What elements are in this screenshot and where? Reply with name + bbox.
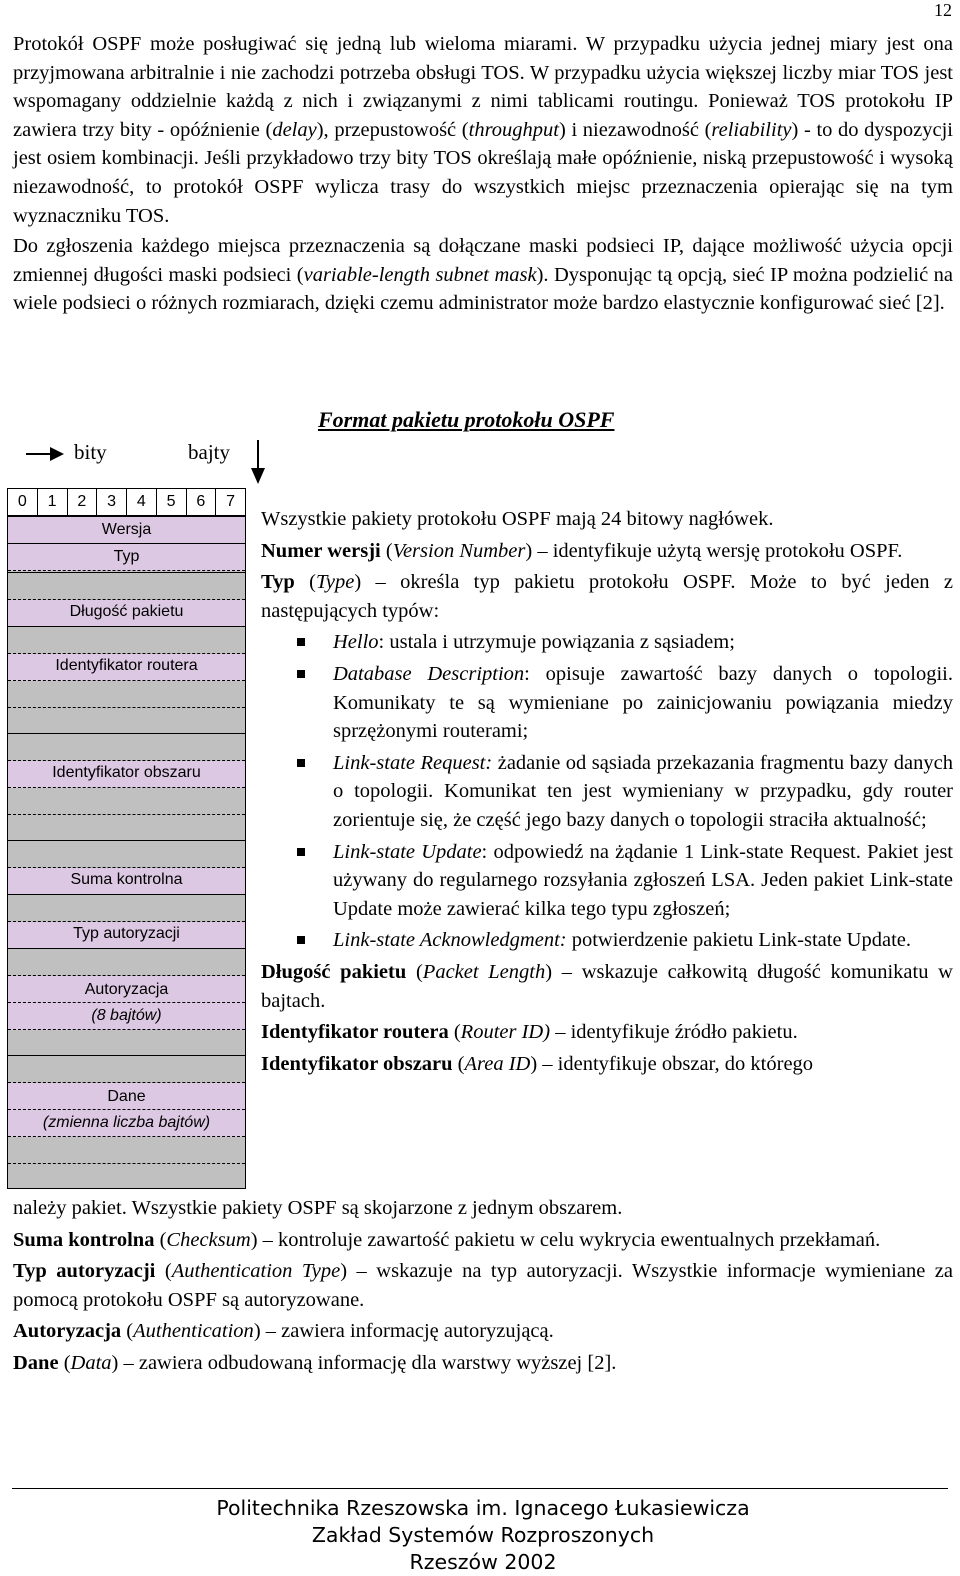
- field-auth-type: [7, 894, 246, 949]
- text-run: (: [58, 1351, 71, 1374]
- bullet-square-icon: [297, 670, 305, 678]
- field-row: [8, 573, 245, 600]
- bit-cell: 0: [8, 489, 38, 515]
- type-name: Link-state Acknowledgment:: [333, 929, 567, 952]
- field-checksum: [7, 840, 246, 895]
- text-run: ) – kontroluje zawartość pakietu w celu wykrycia ewentualnych przekłamań.: [250, 1228, 881, 1251]
- term-english: Packet Length: [422, 960, 546, 983]
- term: Typ: [261, 571, 295, 594]
- bit-cell: 2: [68, 489, 98, 515]
- type-name: Link-state Update: [333, 840, 482, 863]
- text-run: : opisuje zawartość bazy danych o topologii. Komunikaty te są wymieniane po zainicjowaniu powiązania miedzy sprzężonymi routerami;: [333, 662, 953, 743]
- legend-bytes-label: bajty: [188, 440, 230, 464]
- field-row: [8, 841, 245, 868]
- text-run: Protokół OSPF może posługiwać się jedną lub wieloma miarami. W przypadku użycia jednej miary jest ona przyjmowana arbitralnie i nie zachodzi potrzeba obsługi TOS. W przypadku użycia większej liczby miar TOS jest wspomagany oddzielnie każdą z nich i związanymi z nimi tablicami routingu. Ponieważ TOS protokołu IP zawiera trzy bity - opóźnienie (: [13, 33, 953, 141]
- field-label-data-size: (zmienna liczba bajtów): [42, 1114, 211, 1131]
- text-run: ) – zawiera odbudowaną informację dla warstwy wyższej [2].: [111, 1351, 617, 1374]
- term: Identyfikator obszaru: [261, 1052, 453, 1075]
- field-row: [8, 734, 245, 761]
- desc-packet-length: [261, 958, 953, 1015]
- page-number: 12: [934, 0, 952, 20]
- list-item: [261, 628, 953, 657]
- text-run: ). Dysponując tą opcją, sieć IP można podzielić na wiele podsieci o różnych rozmiarach, dzięki czemu administrator może bardzo elastycznie konfigurować sieć [2].: [13, 263, 953, 315]
- text-run: (: [154, 1228, 167, 1251]
- text-run: ) – identyfikuje obszar, do którego: [530, 1052, 814, 1075]
- text-run: potwierdzenie pakietu Link-state Update.: [566, 929, 911, 952]
- text-run: : odpowiedź na żądanie 1 Link-state Request. Pakiet jest używany do regularnego rozsyłania zgłoszeń LSA. Jeden pakiet Link-state Update może zawierać kilka tego typu zgłoszeń;: [333, 840, 953, 920]
- text-run: – identyfikuje źródło pakietu.: [550, 1021, 798, 1044]
- field-label-version: Wersja: [101, 521, 152, 538]
- text-run: (: [448, 1021, 461, 1044]
- term-english: Checksum: [166, 1228, 251, 1251]
- term-english: Router ID): [460, 1021, 551, 1044]
- intro-text: [13, 30, 953, 318]
- text-run-italic: delay: [272, 118, 317, 141]
- right-arrow-icon: [26, 444, 66, 464]
- term: Identyfikator routera: [261, 1021, 449, 1044]
- bit-cell: 4: [127, 489, 157, 515]
- field-label-area-id: Identyfikator obszaru: [52, 764, 201, 781]
- text-run: ) – identyfikuje użytą wersję protokołu OSPF.: [525, 539, 903, 562]
- intro-paragraph-1: [13, 30, 953, 230]
- text-run: (: [155, 1260, 172, 1283]
- text-run: (: [452, 1052, 465, 1075]
- field-row: [8, 895, 245, 922]
- field-descriptions: [261, 505, 953, 1078]
- field-row: [8, 949, 245, 976]
- text-run: ) - to do dyspozycji jest osiem kombinacji. Jeśli przykładowo trzy bity TOS określają małe opóźnienie, niską przepustowość i wysoką niezawodność, to protokół OSPF wylicza trasy do wszystkich miejsc przeznaczenia opierając się na tym wyznaczniku TOS.: [13, 118, 954, 227]
- text-run-italic: variable-length subnet mask: [303, 263, 537, 286]
- desc-checksum: [13, 1226, 953, 1255]
- field-authentication: [7, 948, 246, 1056]
- list-item: [261, 838, 953, 924]
- packet-format-diagram: [7, 488, 246, 1188]
- bit-cell: 5: [157, 489, 187, 515]
- field-type: [7, 543, 246, 573]
- field-row: [8, 627, 245, 654]
- bullet-square-icon: [297, 638, 305, 646]
- field-label-authentication: Autoryzacja: [84, 981, 169, 998]
- bit-cell: 6: [187, 489, 217, 515]
- text-run: ) – określa typ pakietu protokołu OSPF. Może to być jeden z następujących typów:: [261, 571, 953, 622]
- field-label-auth-type: Typ autoryzacji: [73, 925, 180, 942]
- desc-authentication: [13, 1317, 953, 1346]
- footer-department: Zakład Systemów Rozproszonych: [311, 1523, 655, 1547]
- bullet-square-icon: [297, 759, 305, 767]
- text-run: ) – wskazuje całkowitą długość komunikatu w bajtach.: [261, 960, 953, 1012]
- text-run: ), przepustowość (: [316, 118, 469, 141]
- term: Autoryzacja: [13, 1320, 122, 1343]
- field-data: [7, 1055, 246, 1189]
- text-run: (: [294, 571, 316, 594]
- term: Dane: [13, 1351, 59, 1374]
- desc-intro: Wszystkie pakiety protokołu OSPF mają 24 bitowy nagłówek.: [261, 508, 774, 530]
- field-label-checksum: Suma kontrolna: [70, 871, 183, 888]
- desc-version: [261, 537, 953, 566]
- list-item: [261, 749, 953, 835]
- bullet-square-icon: [297, 936, 305, 944]
- text-run: Do zgłoszenia każdego miejsca przeznaczenia są dołączane maski podsieci IP, dające możliwość użycia opcji zmiennej długości maski podsieci (: [13, 235, 953, 286]
- footer-city-year: Rzeszów 2002: [409, 1550, 557, 1574]
- field-row: [8, 681, 245, 708]
- text-run: (: [406, 960, 423, 983]
- footer-university: Politechnika Rzeszowska im. Ignacego Łukasiewicza: [216, 1496, 750, 1520]
- term-english: Authentication: [133, 1320, 254, 1343]
- type-name: Database Description: [333, 662, 525, 685]
- term: Suma kontrolna: [13, 1228, 155, 1251]
- text-run: ) i niezawodność (: [558, 118, 712, 141]
- type-name: Hello: [333, 631, 379, 654]
- bit-cell: 3: [97, 489, 127, 515]
- desc-area-id: [261, 1050, 953, 1079]
- list-item: [261, 926, 953, 955]
- section-heading: Format pakietu protokołu OSPF: [318, 407, 615, 432]
- field-label-type: Typ: [113, 548, 140, 565]
- text-run: ) – wskazuje na typ autoryzacji. Wszystkie informacje wymieniane za pomocą protokołu OSPF są autoryzowane.: [13, 1260, 953, 1311]
- field-label-authentication-size: (8 bajtów): [91, 1007, 162, 1024]
- field-row: [8, 1056, 245, 1083]
- field-label-router-id: Identyfikator routera: [55, 657, 198, 674]
- text-run-italic: throughput: [468, 118, 559, 141]
- page-footer: [0, 1495, 960, 1576]
- term-english: Area ID: [464, 1052, 531, 1075]
- type-name: Link-state Request:: [333, 751, 493, 774]
- field-label-packet-length: Długość pakietu: [69, 603, 184, 620]
- term-english: Authentication Type: [171, 1260, 341, 1283]
- footer-divider: [12, 1488, 948, 1489]
- diagram-legend: [22, 438, 272, 486]
- text-run: : ustala i utrzymuje powiązania z sąsiadem;: [378, 631, 735, 654]
- down-arrow-icon: [248, 440, 268, 486]
- legend-bits-label: bity: [74, 440, 107, 464]
- term: Typ autoryzacji: [13, 1260, 156, 1283]
- bit-cell: 1: [38, 489, 68, 515]
- term-english: Version Number: [392, 539, 526, 562]
- bit-ruler: [7, 488, 246, 516]
- term: Długość pakietu: [261, 960, 407, 983]
- field-row: [8, 788, 245, 815]
- desc-data: [13, 1349, 953, 1378]
- intro-paragraph-2: [13, 232, 953, 318]
- bullet-square-icon: [297, 848, 305, 856]
- term-english: Data: [70, 1351, 112, 1374]
- field-label-data: Dane: [107, 1088, 146, 1105]
- text-run: (: [380, 539, 393, 562]
- bit-cell: 7: [226, 493, 236, 510]
- list-item: [261, 660, 953, 746]
- desc-auth-type: [13, 1257, 953, 1314]
- text-run: (: [121, 1320, 134, 1343]
- field-router-id: [7, 626, 246, 734]
- text-run: żadanie od sąsiada przekazania fragmentu bazy danych o topologii. Komunikat ten jest wymieniany w przypadku, gdy router zorientuje się, że część jego bazy danych o topologii straciła aktualność;: [333, 751, 953, 831]
- tail-text: [13, 1194, 953, 1378]
- field-row: [8, 1137, 245, 1164]
- desc-area-continued: należy pakiet. Wszystkie pakiety OSPF są skojarzone z jednym obszarem.: [13, 1197, 623, 1219]
- field-area-id: [7, 733, 246, 841]
- term-english: Type: [316, 571, 355, 594]
- desc-router-id: [261, 1018, 953, 1047]
- text-run-italic: reliability: [711, 118, 792, 141]
- packet-types-list: [261, 628, 953, 955]
- field-packet-length: [7, 572, 246, 627]
- desc-type: [261, 568, 953, 625]
- term: Numer wersji: [261, 539, 381, 562]
- field-version: [7, 516, 246, 544]
- text-run: ) – zawiera informację autoryzującą.: [253, 1320, 554, 1343]
